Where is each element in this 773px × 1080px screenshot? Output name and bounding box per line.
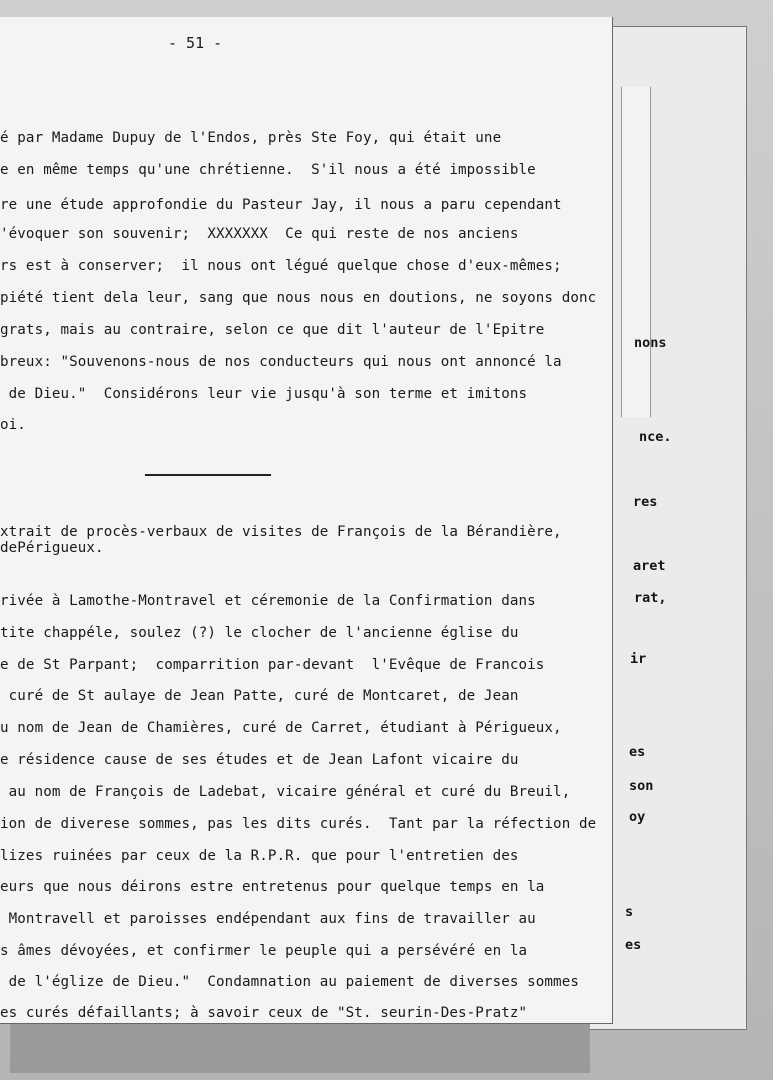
- back-fragment: son: [629, 778, 654, 794]
- back-fragment: nons: [634, 335, 667, 351]
- back-fragment: es: [629, 744, 646, 760]
- back-fragment: aret: [633, 558, 666, 574]
- text-line: tite chappéle, soulez (?) le clocher de l'ancienne église du: [0, 625, 519, 641]
- text-line: au nom de François de Ladebat, vicaire général et curé du Breuil,: [0, 784, 571, 800]
- text-line: curé de St aulaye de Jean Patte, curé de Montcaret, de Jean: [0, 688, 519, 704]
- text-line: é par Madame Dupuy de l'Endos, près Ste Foy, qui était une: [0, 130, 502, 146]
- back-fragment: nce.: [639, 429, 672, 445]
- document-page: [0, 17, 613, 1024]
- text-line: re une étude approfondie du Pasteur Jay, il nous a paru cependant: [0, 197, 562, 213]
- back-fragment: es: [625, 937, 642, 953]
- text-line: 'évoquer son souvenir; XXXXXXX Ce qui reste de nos anciens: [0, 226, 519, 242]
- text-line: de l'églize de Dieu." Condamnation au paiement de diverses sommes: [0, 974, 579, 990]
- text-line: piété tient dela leur, sang que nous nous en doutions, ne soyons donc: [0, 290, 597, 306]
- text-line: breux: "Souvenons-nous de nos conducteurs qui nous ont annoncé la: [0, 354, 562, 370]
- text-line: lizes ruinées par ceux de la R.P.R. que pour l'entretien des: [0, 848, 519, 864]
- text-line: e en même temps qu'une chrétienne. S'il nous a été impossible: [0, 162, 536, 178]
- text-line: rivée à Lamothe-Montravel et céremonie de la Confirmation dans: [0, 593, 536, 609]
- back-fragment: ir: [630, 651, 647, 667]
- heading-line: xtrait de procès-verbaux de visites de François de la Bérandière,: [0, 524, 562, 540]
- back-fragment: oy: [629, 809, 646, 825]
- text-line: grats, mais au contraire, selon ce que dit l'auteur de l'Epitre: [0, 322, 545, 338]
- back-fragment: res: [633, 494, 658, 510]
- text-line: es curés défaillants; à savoir ceux de "St. seurin-Des-Pratz": [0, 1005, 528, 1021]
- text-line: Montravell et paroisses endépendant aux fins de travailler au: [0, 911, 536, 927]
- text-line: ion de diverese sommes, pas les dits curés. Tant par la réfection de: [0, 816, 597, 832]
- torn-paper-sliver: [621, 87, 651, 417]
- text-line: e de St Parpant; comparrition par-devant l'Evêque de Francois: [0, 657, 545, 673]
- section-divider: [145, 474, 271, 476]
- back-fragment: s: [625, 904, 634, 920]
- text-line: de Dieu." Considérons leur vie jusqu'à son terme et imitons: [0, 386, 528, 402]
- heading-line: dePérigueux.: [0, 540, 104, 556]
- text-line: rs est à conserver; il nous ont légué quelque chose d'eux-mêmes;: [0, 258, 562, 274]
- text-line: s âmes dévoyées, et confirmer le peuple qui a persévéré en la: [0, 943, 528, 959]
- text-line: u nom de Jean de Chamières, curé de Carret, étudiant à Périgueux,: [0, 720, 562, 736]
- page-number: - 51 -: [168, 34, 223, 52]
- text-line: oi.: [0, 417, 26, 433]
- back-fragment: rat,: [634, 590, 667, 606]
- text-line: e résidence cause de ses études et de Jean Lafont vicaire du: [0, 752, 519, 768]
- text-line: eurs que nous déirons estre entretenus pour quelque temps en la: [0, 879, 545, 895]
